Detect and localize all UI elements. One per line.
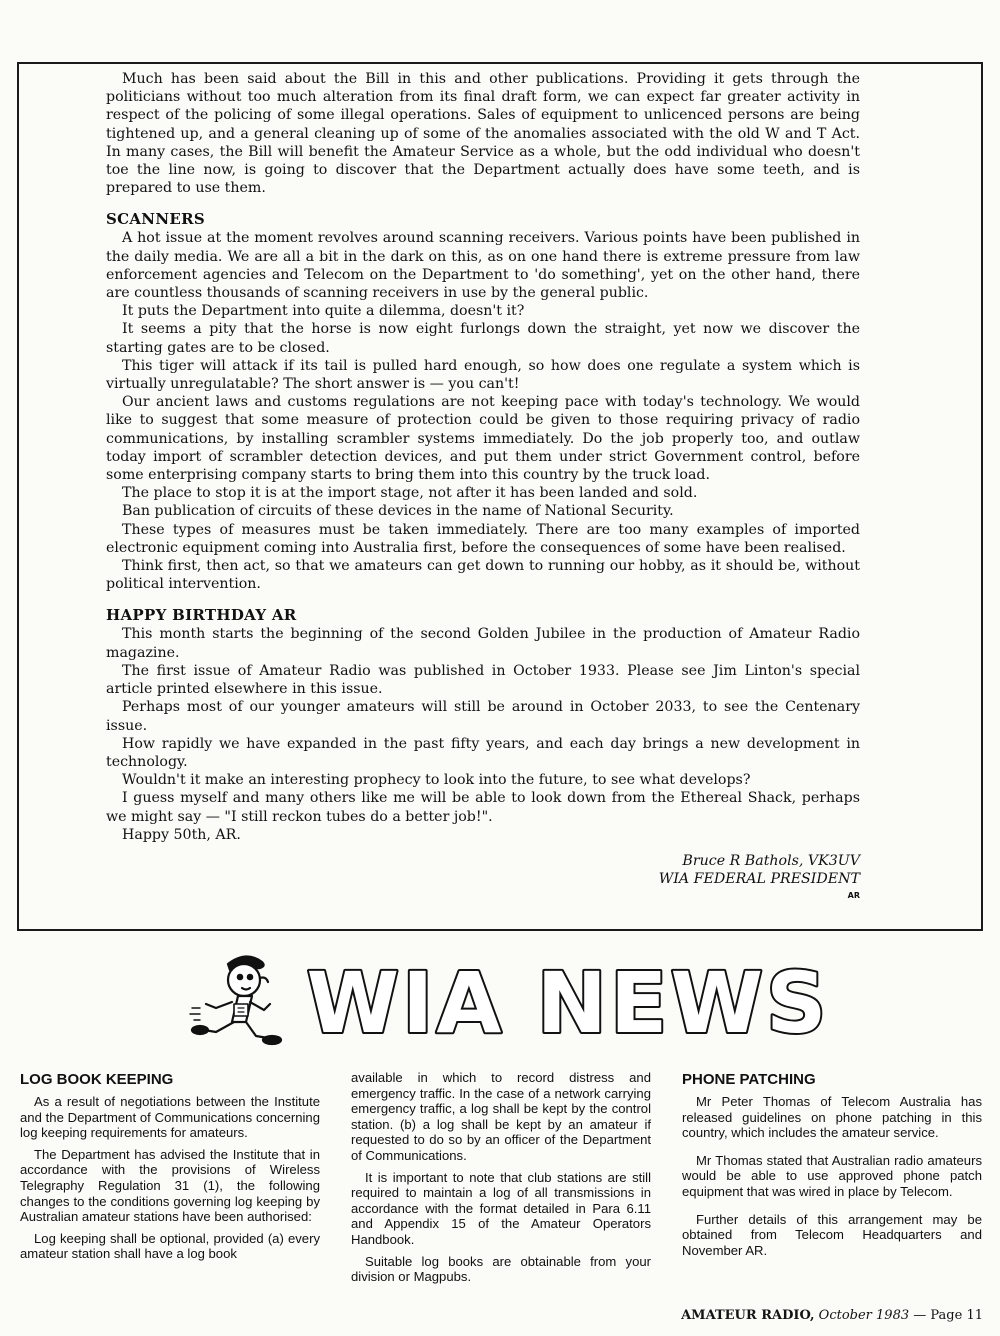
scanners-paragraph: The place to stop it is at the import stage, not after it has been landed and sold. [122, 485, 698, 502]
log-book-paragraph: Suitable log books are obtainable from your division or Magpubs. [351, 1253, 651, 1285]
log-book-heading: LOG BOOK KEEPING [20, 1071, 174, 1088]
birthday-paragraph: I guess myself and many others like me will be able to look down from the Ethereal Shack, perhaps we might say — "I still reckon tubes do a better job!". [106, 790, 860, 825]
scanners-heading: SCANNERS [106, 210, 205, 229]
wia-news-banner [186, 950, 846, 1050]
log-book-paragraph: available in which to record distress and emergency traffic. In the case of a network carrying emergency traffic, a log shall be kept by the control station. (b) a log shall be kept by an amateur if requested to do so by an officer of the Department of Communications. [351, 1070, 651, 1163]
wia-news-title: WIA NEWS [306, 954, 830, 1050]
scanners-paragraph: It puts the Department into quite a dilemma, doesn't it? [122, 303, 525, 320]
birthday-paragraph: Perhaps most of our younger amateurs will still be around in October 2033, to see the Centenary issue. [106, 699, 860, 734]
log-book-paragraph: It is important to note that club stations are still required to maintain a log of all transmissions in accordance with the format detailed in Para 6.11 and Appendix 15 of the Amateur Operators Handbook. [351, 1169, 651, 1247]
birthday-paragraph: This month starts the beginning of the second Golden Jubilee in the production of Amateur Radio magazine. [106, 626, 860, 661]
scanners-paragraph: Our ancient laws and customs regulations are not keeping pace with today's technology. We would like to suggest that some measure of protection could be given to those requiring privacy of radio communications, by installing scrambler systems immediately. Do the job properly too, and outlaw today import of scrambler detection devices, and put them under strict Government control, before some enterprising company starts to bring them into this country by the truck load. [106, 394, 860, 484]
editorial [106, 70, 860, 902]
log-book-continued-column [351, 1070, 651, 1291]
scanners-paragraph: Think first, then act, so that we amateurs can get down to running our hobby, as it should be, without political intervention. [106, 558, 860, 593]
end-mark: AR [847, 891, 860, 901]
phone-patching-column [682, 1070, 982, 1270]
birthday-heading: HAPPY BIRTHDAY AR [106, 606, 297, 625]
scanners-paragraph: A hot issue at the moment revolves around scanning receivers. Various points have been published in the daily media. We are all a bit in the dark on this, as on one hand there is extreme pressure from law enforcement agencies and Telecom on the Department to 'do something', yet on the other hand, there are countless thousands of scanning receivers in use by the general public. [106, 230, 860, 302]
birthday-paragraph: The first issue of Amateur Radio was published in October 1933. Please see Jim Linton's special article printed elsewhere in this issue. [106, 662, 860, 698]
phone-patching-paragraph: Mr Thomas stated that Australian radio amateurs would be able to use approved phone patch equipment that was wired in place by Telecom. [682, 1152, 982, 1199]
phone-patching-heading: PHONE PATCHING [682, 1071, 816, 1088]
scanners-paragraph: These types of measures must be taken immediately. There are too many examples of imported electronic equipment coming into Australia first, before the consequences of some have been realised. [106, 521, 860, 556]
page-footer [681, 1307, 983, 1325]
phone-patching-paragraph: Further details of this arrangement may be obtained from Telecom Headquarters and November AR. [682, 1211, 982, 1258]
birthday-paragraph: Wouldn't it make an interesting prophecy to look into the future, to see what develops? [122, 772, 751, 789]
scanners-paragraph: It seems a pity that the horse is now eight furlongs down the straight, yet now we discover the starting gates are to be closed. [106, 321, 860, 356]
birthday-paragraph: How rapidly we have expanded in the past fifty years, and each day brings a new development in technology. [106, 735, 860, 770]
footer-issue: October 1983 [818, 1308, 910, 1323]
signature-name: Bruce R Bathols, VK3UV [682, 852, 860, 869]
footer-page-number: — Page 11 [913, 1308, 983, 1323]
scanners-paragraph: This tiger will attack if its tail is pulled hard enough, so how does one regulate a system which is virtually unregulatable? The short answer is — you can't! [106, 357, 860, 393]
running-mascot-illustration [190, 956, 281, 1044]
log-book-column [20, 1070, 320, 1268]
scanners-paragraph: Ban publication of circuits of these devices in the name of National Security. [122, 503, 674, 520]
signature-title: WIA FEDERAL PRESIDENT [658, 871, 860, 888]
editorial-intro: Much has been said about the Bill in this and other publications. Providing it gets through the politicians without too much alteration from its final draft form, we can expect far greater activity in respect of the policing of some illegal operations. Sales of equipment to unlicenced persons are being tightened up, and a general cleaning up of some of the anomalies associated with the old W and T Act. In many cases, the Bill will benefit the Amateur Service as a whole, but the odd individual who doesn't toe the line now, is going to discover that the Department actually does have some teeth, and is prepared to use them. [106, 71, 860, 197]
log-book-paragraph: The Department has advised the Institute that in accordance with the provisions of Wireless Telegraphy Regulation 31 (1), the following changes to the conditions governing log keeping by Australian amateur stations have been authorised: [20, 1146, 320, 1225]
birthday-paragraph: Happy 50th, AR. [122, 826, 241, 843]
log-book-paragraph: Log keeping shall be optional, provided (a) every amateur station shall have a log book [20, 1230, 320, 1262]
footer-publication: AMATEUR RADIO, [681, 1308, 815, 1323]
phone-patching-paragraph: Mr Peter Thomas of Telecom Australia has released guidelines on phone patching in this country, which includes the amateur service. [682, 1094, 982, 1141]
log-book-paragraph: As a result of negotiations between the Institute and the Department of Communications concerning log keeping requirements for amateurs. [20, 1094, 320, 1141]
